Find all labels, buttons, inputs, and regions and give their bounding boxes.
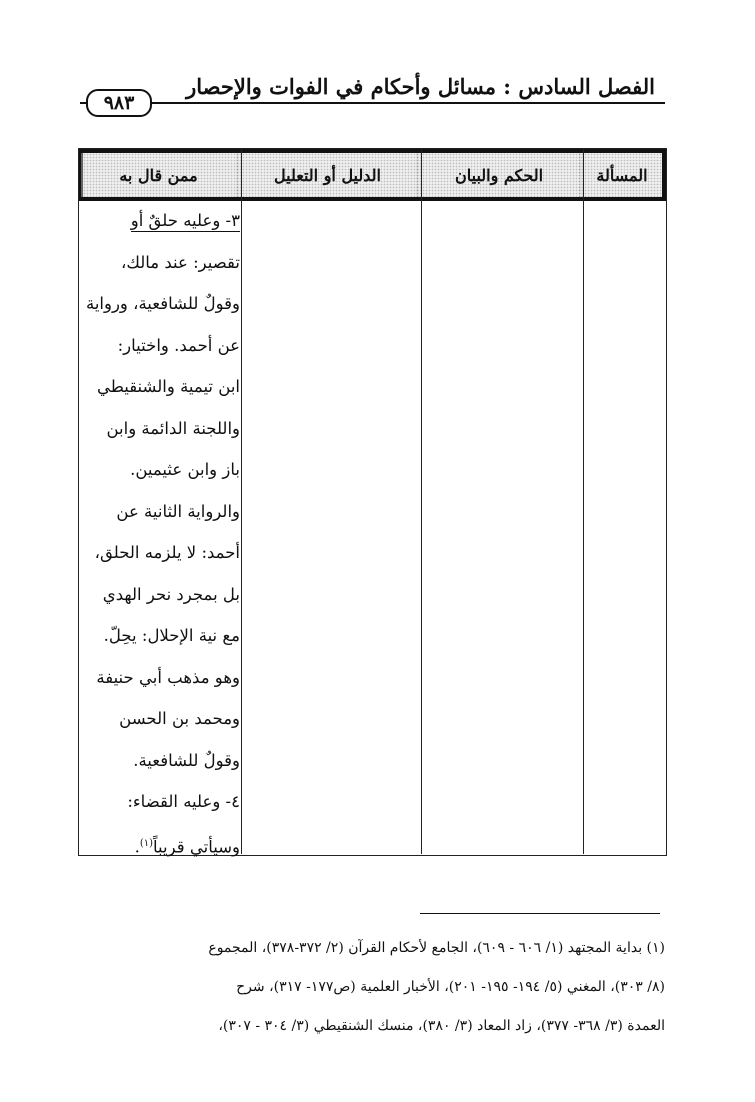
text-line: ومحمد بن الحسن: [119, 709, 240, 728]
text-line: وقولٌ للشافعية.: [133, 750, 240, 770]
header-ruling: الحكم والبيان: [419, 153, 579, 197]
text-line: ٣- وعليه حلقٌ أو: [130, 211, 240, 230]
column-divider: [421, 149, 422, 854]
footnotes: [65, 930, 665, 1047]
footnote-line: العمدة (٣/ ٣٦٨- ٣٧٧)، زاد المعاد (٣/ ٣٨٠)، منسك الشنقيطي (٣/ ٣٠٤ - ٣٠٧)،: [218, 1018, 665, 1034]
text-line: ابن تيمية والشنقيطي: [96, 377, 240, 396]
text-line: عن أحمد. واختيار:: [117, 335, 240, 355]
rulings-table: [78, 148, 667, 856]
text-line: باز وابن عثيمين.: [130, 460, 240, 479]
text-line: ٤- وعليه القضاء:: [127, 792, 240, 811]
text-line: واللجنة الدائمة وابن: [106, 418, 240, 438]
footnote-line: (١) بداية المجتهد (١/ ٦٠٦ - ٦٠٩)، الجامع لأحكام القرآن (٢/ ٣٧٢-٣٧٨)، المجموع: [208, 940, 665, 956]
footnote-line: (٨/ ٣٠٣)، المغني (٥/ ١٩٤- ١٩٥- ٢٠١)، الأخبار العلمية (ص١٧٧- ٣١٧)، شرح: [236, 979, 665, 995]
column-divider: [583, 149, 584, 854]
proponents-cell: [80, 203, 240, 867]
chapter-title: الفصل السادس : مسائل وأحكام في الفوات والإحصار: [186, 74, 655, 99]
text-line: تقصير: عند مالك،: [121, 252, 240, 272]
column-divider: [241, 149, 242, 854]
text-line: مع نية الإحلال: يحِلّ.: [103, 626, 240, 645]
text-line: أحمد: لا يلزمه الحلق،: [94, 543, 240, 562]
text-line: وهو مذهب أبي حنيفة: [96, 667, 240, 687]
text-line: وقولٌ للشافعية، ورواية: [85, 294, 240, 313]
page-number-badge: [86, 89, 152, 117]
table-header: [79, 149, 666, 201]
footnote-separator: [420, 913, 660, 914]
header-rule: [80, 102, 665, 104]
page-number: ٩٨٣: [103, 92, 135, 114]
header-evidence: الدليل أو التعليل: [239, 153, 416, 197]
text-line: والرواية الثانية عن: [116, 501, 240, 521]
header-issue: المسألة: [582, 153, 662, 197]
footnote-ref[interactable]: (١): [139, 837, 154, 849]
text-line: وسيأتي قريباً$^{(١)}$.: [134, 837, 240, 856]
header-proponents: ممن قال به: [81, 153, 236, 197]
text-line: بل بمجرد نحر الهدي: [102, 584, 240, 604]
